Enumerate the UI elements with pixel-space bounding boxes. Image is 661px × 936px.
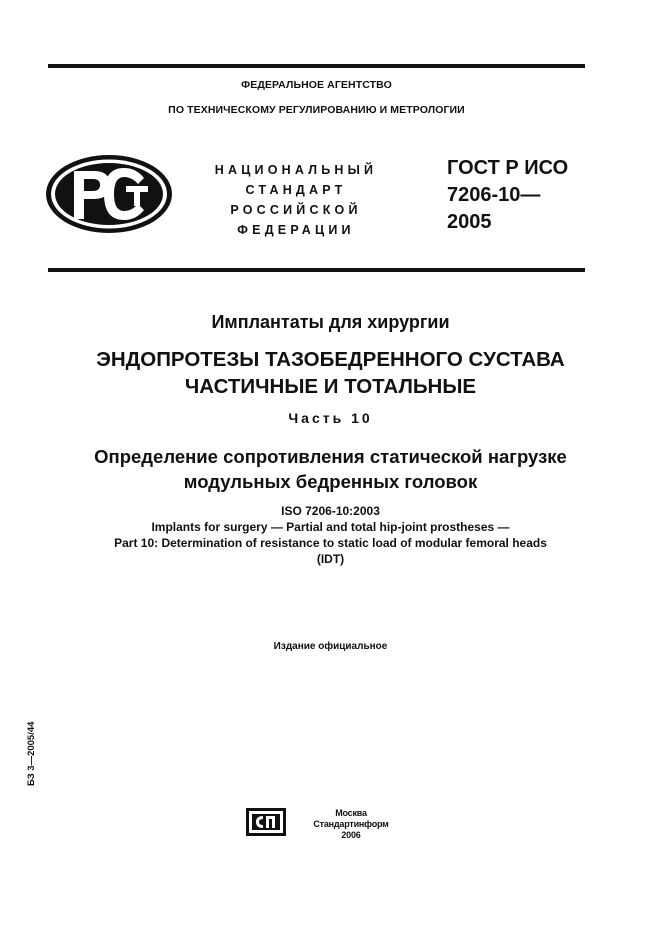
designation-line-3: 2005 (447, 211, 492, 233)
side-code: БЗ 3—2005/44 (26, 721, 37, 786)
national-line-2: СТАНДАРТ (245, 183, 347, 197)
national-line-3: РОССИЙСКОЙ (230, 203, 362, 217)
iso-line-3: Part 10: Determination of resistance to static load of modular femoral heads (114, 536, 547, 550)
national-line-4: ФЕДЕРАЦИИ (237, 223, 355, 237)
part-title-line-1: Определение сопротивления статической нагрузке (94, 446, 567, 467)
edition-note: Издание официальное (273, 641, 388, 652)
standartinform-logo-icon (246, 805, 286, 839)
gost-r-logo-icon (44, 153, 174, 235)
main-title-line-1: ЭНДОПРОТЕЗЫ ТАЗОБЕДРЕННОГО СУСТАВА (96, 348, 565, 371)
agency-line-2: ПО ТЕХНИЧЕСКОМУ РЕГУЛИРОВАНИЮ И МЕТРОЛОГИИ (168, 104, 465, 116)
standard-designation (447, 155, 597, 236)
iso-line-1: ISO 7206-10:2003 (281, 504, 380, 518)
publisher-year: 2006 (341, 830, 361, 840)
middle-rule (48, 268, 585, 272)
publisher-name: Стандартинформ (313, 819, 389, 829)
part-label: Часть 10 (288, 410, 373, 426)
national-standard-label (196, 160, 396, 240)
publisher-city: Москва (335, 808, 367, 818)
agency-line-1: ФЕДЕРАЛЬНОЕ АГЕНТСТВО (241, 79, 392, 91)
national-line-1: НАЦИОНАЛЬНЫЙ (214, 163, 378, 177)
iso-line-4: (IDT) (316, 552, 345, 566)
main-title-line-2: ЧАСТИЧНЫЕ И ТОТАЛЬНЫЕ (184, 375, 477, 398)
iso-reference (0, 503, 661, 567)
iso-line-2: Implants for surgery — Partial and total hip-joint prostheses — (151, 520, 510, 534)
part-title-line-2: модульных бедренных головок (183, 471, 478, 492)
part-title (0, 444, 661, 494)
designation-line-1: ГОСТ Р ИСО (447, 157, 569, 179)
designation-line-2: 7206-10— (447, 184, 541, 206)
top-rule (48, 64, 585, 68)
subject-heading: Имплантаты для хирургии (211, 312, 450, 332)
publisher-block (296, 808, 406, 841)
main-title (0, 346, 661, 400)
